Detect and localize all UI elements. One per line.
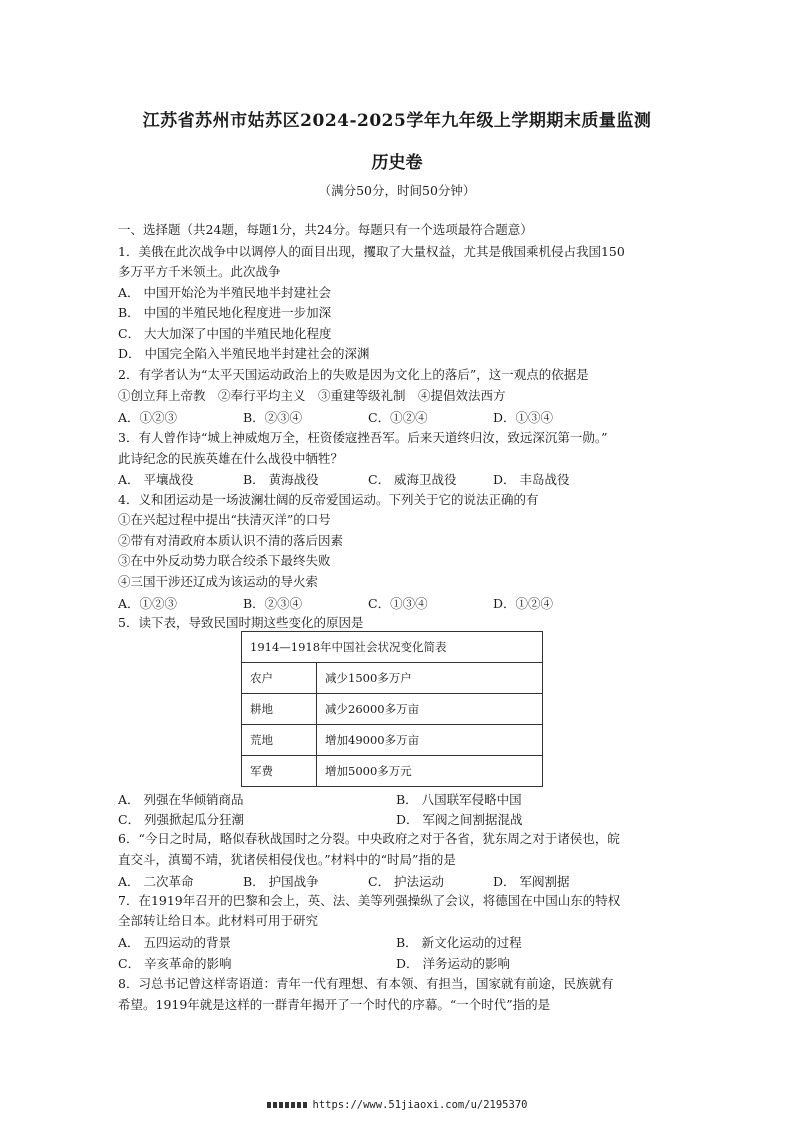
q3-stem-cont: 此诗纪念的民族英雄在什么战役中牺牲？	[118, 451, 344, 466]
q3-stem: 3．有人曾作诗“城上神威炮万全，枉资倭寇挫吾军。后来天道终归汝，致远深沉第一勋。”	[118, 430, 608, 445]
q1-option-a: A． 中国开始沦为半殖民地半封建社会	[118, 285, 332, 300]
q4-option-c: C．①③④	[368, 596, 428, 611]
q3-option-c: C． 威海卫战役	[368, 472, 457, 487]
q2-option-c: C．①②④	[368, 410, 428, 425]
table-row	[242, 663, 543, 694]
q7-stem: 7．在1919年召开的巴黎和会上，英、法、美等列强操纵了会议，将德国在中国山东的特权	[118, 893, 621, 908]
q4-option-a: A．①②③	[118, 596, 178, 611]
q2-option-b: B．②③④	[243, 410, 303, 425]
table-cell-label: 耕地	[242, 694, 317, 725]
q4-item-3: ③在中外反动势力联合绞杀下最终失败	[118, 553, 331, 568]
table-cell-value: 增加5000多万元	[317, 756, 543, 787]
q1-stem-cont: 多万平方千米领土。此次战争	[118, 264, 281, 279]
q4-option-b: B．②③④	[243, 596, 303, 611]
q5-stem: 5．读下表，导致民国时期这些变化的原因是	[118, 615, 364, 630]
q2-option-a: A．①②③	[118, 410, 178, 425]
q7-option-c: C． 辛亥革命的影响	[118, 956, 232, 971]
table-cell-value: 减少1500多万户	[317, 663, 543, 694]
q7-option-d: D． 洋务运动的影响	[396, 956, 510, 971]
exam-subtitle: 历史卷	[371, 153, 423, 173]
q7-option-b: B． 新文化运动的过程	[396, 935, 522, 950]
footer	[0, 1099, 794, 1111]
q1-option-d: D． 中国完全陷入半殖民地半封建社会的深渊	[118, 346, 370, 361]
q6-option-d: D． 军阀割据	[493, 874, 570, 889]
q7-option-a: A． 五四运动的背景	[118, 935, 232, 950]
q3-option-d: D． 丰岛战役	[493, 472, 570, 487]
exam-title: 江苏省苏州市姑苏区2024-2025学年九年级上学期期末质量监测	[142, 111, 652, 131]
q5-table-title: 1914—1918年中国社会状况变化简表	[242, 632, 543, 663]
section-heading: 一、选择题（共24题，每题1分，共24分。每题只有一个选项最符合题意）	[118, 222, 533, 237]
table-cell-label: 农户	[242, 663, 317, 694]
table-row	[242, 694, 543, 725]
table-row	[242, 756, 543, 787]
footer-url-link[interactable]: https://www.51jiaoxi.com/u/2195370	[312, 1099, 528, 1111]
q2-option-d: D．①③④	[493, 410, 554, 425]
q4-item-4: ④三国干涉还辽成为该运动的导火索	[118, 574, 319, 589]
q6-stem-cont: 直交斗，滇蜀不靖，犹诸侯相侵伐也。”材料中的“时局”指的是	[118, 852, 456, 867]
q4-item-2: ②带有对清政府本质认识不清的落后因素	[118, 533, 344, 548]
q8-stem-cont: 希望。1919年就是这样的一群青年揭开了一个时代的序幕。“一个时代”指的是	[118, 997, 551, 1012]
q6-option-a: A． 二次革命	[118, 874, 194, 889]
table-cell-label: 荒地	[242, 725, 317, 756]
q6-option-b: B． 护国战争	[243, 874, 319, 889]
q1-option-c: C． 大大加深了中国的半殖民地化程度	[118, 326, 332, 341]
q6-option-c: C． 护法运动	[368, 874, 445, 889]
q5-option-a: A． 列强在华倾销商品	[118, 792, 244, 807]
q2-items: ①创立拜上帝教 ②奉行平均主义 ③重建等级礼制 ④提倡效法西方	[118, 388, 506, 403]
watermark-logo	[267, 1102, 307, 1108]
q5-data-table	[241, 631, 543, 787]
q2-stem: 2．有学者认为“太平天国运动政治上的失败是因为文化上的落后”，这一观点的依据是	[118, 367, 589, 382]
q5-option-c: C． 列强掀起瓜分狂潮	[118, 812, 245, 827]
table-cell-label: 军费	[242, 756, 317, 787]
score-time-note: （满分50分，时间50分钟）	[318, 183, 476, 198]
q1-stem: 1．美俄在此次战争中以调停人的面目出现，攫取了大量权益，尤其是俄国乘机侵占我国150	[118, 244, 625, 259]
q5-option-d: D． 军阀之间割据混战	[396, 812, 523, 827]
table-cell-value: 减少26000多万亩	[317, 694, 543, 725]
q4-option-d: D．①②④	[493, 596, 554, 611]
q4-item-1: ①在兴起过程中提出“扶清灭洋”的口号	[118, 512, 331, 527]
q5-option-b: B． 八国联军侵略中国	[396, 792, 522, 807]
q7-stem-cont: 全部转让给日本。此材料可用于研究	[118, 913, 319, 928]
table-cell-value: 增加49000多万亩	[317, 725, 543, 756]
q4-stem: 4．义和团运动是一场波澜壮阔的反帝爱国运动。下列关于它的说法正确的有	[118, 492, 539, 507]
q8-stem: 8．习总书记曾这样寄语道：青年一代有理想、有本领、有担当，国家就有前途，民族就有	[118, 976, 614, 991]
q1-option-b: B． 中国的半殖民地化程度进一步加深	[118, 305, 332, 320]
q6-stem: 6．“今日之时局，略似春秋战国时之分裂。中央政府之对于各省，犹东周之对于诸侯也，皖	[118, 831, 620, 846]
q3-option-a: A． 平壤战役	[118, 472, 194, 487]
table-row	[242, 725, 543, 756]
q3-option-b: B． 黄海战役	[243, 472, 319, 487]
